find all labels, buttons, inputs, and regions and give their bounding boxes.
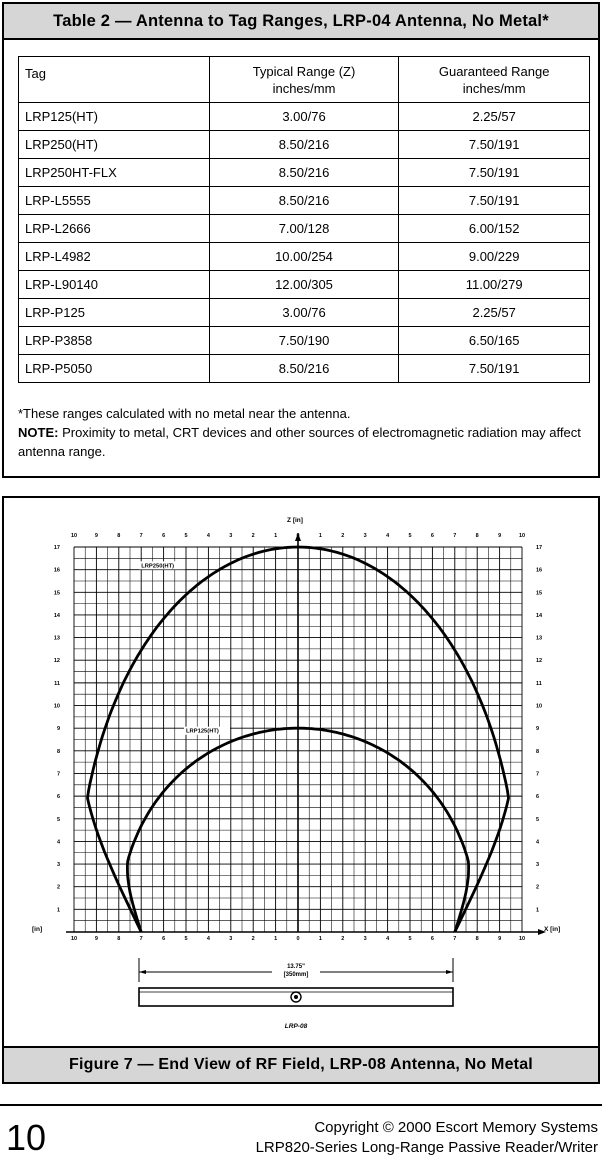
- cell-typical: 8.50/216: [209, 187, 399, 215]
- z-tick-label: 11: [54, 680, 60, 687]
- x-tick-label: 8: [117, 936, 121, 942]
- z-tick-label: 2: [56, 884, 60, 891]
- x-tick-label: 0: [296, 936, 300, 942]
- dimension-mm: [350mm]: [283, 972, 309, 978]
- x-tick-label: 6: [162, 936, 166, 942]
- z-tick-label: 4: [536, 839, 540, 846]
- cell-typical: 8.50/216: [209, 131, 399, 159]
- footer-rule: [0, 1104, 602, 1106]
- z-tick-label: 9: [56, 726, 60, 733]
- x-tick-label: 5: [408, 533, 412, 539]
- x-tick-label: 8: [475, 936, 479, 942]
- x-tick-label: 6: [430, 533, 434, 539]
- header-typical-line2: inches/mm: [272, 80, 336, 96]
- x-tick-label: 10: [70, 533, 78, 539]
- x-tick-label: 7: [453, 533, 457, 539]
- z-tick-label: 12: [53, 658, 60, 665]
- x-tick-label: 4: [386, 533, 390, 539]
- z-tick-label: 8: [536, 748, 540, 755]
- x-tick-label: 6: [430, 936, 434, 942]
- table-row: [19, 355, 590, 383]
- table-row: [19, 159, 590, 187]
- header-guaranteed-line1: Guaranteed Range: [438, 63, 550, 79]
- z-tick-label: 16: [536, 567, 543, 574]
- cell-tag: LRP-L5555: [19, 187, 210, 215]
- x-tick-label: 4: [206, 936, 210, 942]
- curve-label: LRP250(HT): [141, 563, 175, 570]
- cell-tag: LRP-P5050: [19, 355, 210, 383]
- product-line: LRP820-Series Long-Range Passive Reader/Writer: [255, 1139, 598, 1156]
- copyright-block: [256, 1118, 598, 1158]
- cell-guaranteed: 7.50/191: [399, 131, 590, 159]
- cell-typical: 7.50/190: [209, 327, 399, 355]
- z-tick-label: 11: [536, 680, 542, 687]
- z-tick-label: 17: [536, 545, 543, 551]
- z-tick-label: 5: [56, 816, 60, 823]
- cell-tag: LRP-L4982: [19, 243, 210, 271]
- x-tick-label: 2: [251, 533, 255, 539]
- x-tick-label: 3: [363, 533, 367, 539]
- z-tick-label: 13: [536, 635, 543, 642]
- curve-labels: [139, 561, 230, 734]
- x-tick-label: 10: [70, 936, 78, 942]
- z-tick-label: 10: [53, 703, 60, 710]
- page-number: 10: [6, 1117, 47, 1158]
- cell-tag: LRP-P125: [19, 299, 210, 327]
- x-tick-label: 8: [475, 533, 479, 539]
- x-tick-label: 9: [94, 533, 98, 539]
- cell-tag: LRP-L2666: [19, 215, 210, 243]
- cell-guaranteed: 6.50/165: [399, 327, 590, 355]
- antenna-diagram: [139, 958, 453, 1030]
- rf-field-figure: [2, 496, 600, 1084]
- copyright-line: Copyright © 2000 Escort Memory Systems: [314, 1119, 598, 1136]
- z-tick-label: 10: [536, 703, 543, 710]
- plot-grid: [66, 533, 546, 935]
- x-tick-label: 10: [518, 936, 526, 942]
- z-tick-label: 3: [56, 862, 60, 869]
- table-notes: [18, 404, 590, 461]
- cell-guaranteed: 7.50/191: [399, 187, 590, 215]
- z-tick-label: 4: [56, 839, 60, 846]
- x-tick-label: 2: [251, 936, 255, 942]
- note-text: Proximity to metal, CRT devices and other sources of electromagnetic radiation may affect antenna range.: [18, 425, 581, 459]
- x-tick-label: 9: [498, 936, 502, 942]
- z-tick-label: 12: [536, 658, 543, 665]
- z-tick-label: 1: [536, 907, 540, 914]
- note-label: NOTE:: [18, 425, 59, 440]
- cell-typical: 8.50/216: [209, 159, 399, 187]
- table-row: [19, 103, 590, 131]
- table-footnote: *These ranges calculated with no metal near the antenna.: [18, 406, 351, 421]
- z-tick-label: 17: [53, 545, 60, 551]
- x-tick-label: 3: [363, 936, 367, 942]
- figure-caption: Figure 7 — End View of RF Field, LRP-08 Antenna, No Metal: [4, 1046, 598, 1082]
- z-tick-label: 16: [53, 567, 60, 574]
- x-tick-label: 2: [341, 936, 345, 942]
- x-tick-label: 1: [318, 936, 322, 942]
- cell-guaranteed: 11.00/279: [399, 271, 590, 299]
- z-tick-label: 1: [56, 907, 60, 914]
- cell-typical: 8.50/216: [209, 355, 399, 383]
- table-row: [19, 215, 590, 243]
- header-typical-range: [209, 57, 399, 103]
- x-axis-label: X [in]: [544, 926, 561, 933]
- z-tick-label: 3: [536, 862, 540, 869]
- x-tick-label: 5: [408, 936, 412, 942]
- antenna-label: LRP-08: [284, 1023, 308, 1030]
- rf-field-plot: [4, 498, 598, 1046]
- header-tag: Tag: [19, 57, 210, 103]
- x-tick-label: 2: [341, 533, 345, 539]
- cell-typical: 3.00/76: [209, 299, 399, 327]
- z-tick-label: 15: [53, 590, 60, 597]
- left-unit-label: [in]: [32, 926, 43, 933]
- x-tick-label: 5: [184, 936, 188, 942]
- table-title: Table 2 — Antenna to Tag Ranges, LRP-04 Antenna, No Metal*: [4, 4, 598, 40]
- table-header-row: [19, 57, 590, 103]
- x-tick-label: 6: [162, 533, 166, 539]
- z-tick-label: 6: [536, 794, 540, 801]
- z-tick-label: 15: [536, 590, 543, 597]
- cell-tag: LRP250HT-FLX: [19, 159, 210, 187]
- cell-typical: 12.00/305: [209, 271, 399, 299]
- x-tick-label: 1: [274, 533, 278, 539]
- range-table: [18, 56, 590, 383]
- z-tick-label: 14: [536, 612, 543, 619]
- cell-tag: LRP250(HT): [19, 131, 210, 159]
- cell-guaranteed: 2.25/57: [399, 299, 590, 327]
- header-typical-line1: Typical Range (Z): [252, 63, 356, 79]
- x-tick-label: 9: [94, 936, 98, 942]
- cell-typical: 3.00/76: [209, 103, 399, 131]
- z-axis-label: Z [in]: [287, 517, 303, 524]
- z-tick-label: 6: [56, 794, 60, 801]
- x-tick-label: 10: [518, 533, 526, 539]
- x-tick-label: 7: [139, 533, 143, 539]
- header-guaranteed-range: [399, 57, 590, 103]
- x-tick-label: 4: [386, 936, 390, 942]
- cell-tag: LRP-P3858: [19, 327, 210, 355]
- x-tick-label: 1: [318, 533, 322, 539]
- range-table-section: [2, 2, 600, 478]
- x-tick-label: 9: [498, 533, 502, 539]
- cell-guaranteed: 7.50/191: [399, 355, 590, 383]
- table-row: [19, 327, 590, 355]
- z-tick-label: 8: [56, 748, 60, 755]
- table-row: [19, 187, 590, 215]
- z-tick-label: 5: [536, 816, 540, 823]
- x-tick-label: 1: [274, 936, 278, 942]
- table-row: [19, 131, 590, 159]
- cell-tag: LRP125(HT): [19, 103, 210, 131]
- curve-label: LRP125(HT): [186, 728, 219, 735]
- z-tick-label: 9: [536, 726, 540, 733]
- cell-guaranteed: 2.25/57: [399, 103, 590, 131]
- dimension-inches: 13.75": [287, 964, 305, 970]
- z-tick-label: 7: [56, 771, 60, 778]
- cell-guaranteed: 9.00/229: [399, 243, 590, 271]
- table-note: [18, 423, 590, 461]
- cell-guaranteed: 6.00/152: [399, 215, 590, 243]
- x-tick-label: 7: [453, 936, 457, 942]
- z-tick-label: 2: [536, 884, 540, 891]
- table-row: [19, 243, 590, 271]
- cell-typical: 10.00/254: [209, 243, 399, 271]
- x-tick-label: 3: [229, 936, 233, 942]
- cell-typical: 7.00/128: [209, 215, 399, 243]
- x-tick-label: 8: [117, 533, 121, 539]
- cell-tag: LRP-L90140: [19, 271, 210, 299]
- z-tick-label: 13: [53, 635, 60, 642]
- x-tick-label: 0: [296, 533, 300, 539]
- header-guaranteed-line2: inches/mm: [462, 80, 526, 96]
- x-tick-label: 4: [206, 533, 210, 539]
- cell-guaranteed: 7.50/191: [399, 159, 590, 187]
- x-tick-label: 7: [139, 936, 143, 942]
- z-tick-label: 7: [536, 771, 540, 778]
- x-tick-label: 3: [229, 533, 233, 539]
- z-tick-label: 14: [53, 612, 60, 619]
- x-tick-label: 5: [184, 533, 188, 539]
- table-row: [19, 271, 590, 299]
- table-row: [19, 299, 590, 327]
